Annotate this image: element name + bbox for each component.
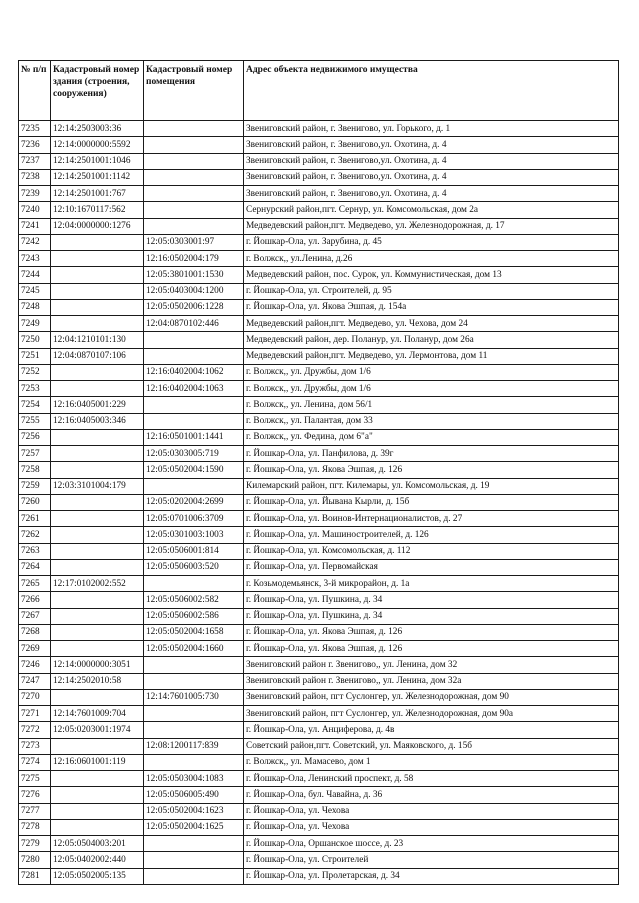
row-number: 7240 — [19, 202, 51, 218]
header-building-cadastral: Кадастровый номер здания (строения, сооружения) — [51, 61, 144, 121]
table-row — [19, 576, 619, 592]
table-row — [19, 494, 619, 510]
building-cadastral-number: 12:14:2501001:1142 — [51, 169, 144, 185]
row-number: 7255 — [19, 413, 51, 429]
table-row — [19, 381, 619, 397]
table-row — [19, 722, 619, 738]
building-cadastral-number: 12:14:0000000:3051 — [51, 657, 144, 673]
row-number: 7260 — [19, 494, 51, 510]
property-address: Медведевский район,пгт. Медведево, ул. Лермонтова, дом 11 — [244, 348, 619, 364]
premise-cadastral-number: 12:05:0403004:1200 — [144, 283, 244, 299]
table-row — [19, 153, 619, 169]
building-cadastral-number — [51, 429, 144, 445]
row-number: 7238 — [19, 169, 51, 185]
building-cadastral-number — [51, 316, 144, 332]
table-row — [19, 316, 619, 332]
building-cadastral-number: 12:03:3101004:179 — [51, 478, 144, 494]
building-cadastral-number — [51, 364, 144, 380]
table-row — [19, 511, 619, 527]
building-cadastral-number — [51, 299, 144, 315]
row-number: 7253 — [19, 381, 51, 397]
premise-cadastral-number: 12:16:0502004:179 — [144, 251, 244, 267]
property-address: г. Йошкар-Ола, ул. Строителей, д. 95 — [244, 283, 619, 299]
property-address: г. Йошкар-Ола, ул. Чехова — [244, 803, 619, 819]
property-address: г. Йошкар-Ола, ул. Йывана Кырли, д. 15б — [244, 494, 619, 510]
building-cadastral-number — [51, 689, 144, 705]
table-row — [19, 527, 619, 543]
table-row — [19, 608, 619, 624]
premise-cadastral-number — [144, 722, 244, 738]
premise-cadastral-number: 12:08:1200117:839 — [144, 738, 244, 754]
row-number: 7280 — [19, 852, 51, 868]
table-row — [19, 673, 619, 689]
row-number: 7247 — [19, 673, 51, 689]
premise-cadastral-number — [144, 332, 244, 348]
table-header — [19, 61, 619, 121]
premise-cadastral-number — [144, 673, 244, 689]
premise-cadastral-number — [144, 706, 244, 722]
table-row — [19, 202, 619, 218]
property-address: г. Волжск,, ул. Палантая, дом 33 — [244, 413, 619, 429]
table-row — [19, 706, 619, 722]
building-cadastral-number: 12:05:0502005:135 — [51, 868, 144, 884]
premise-cadastral-number: 12:05:0502004:1623 — [144, 803, 244, 819]
row-number: 7250 — [19, 332, 51, 348]
table-row — [19, 429, 619, 445]
table-body — [19, 121, 619, 885]
property-address: Килемарский район, пгт. Килемары, ул. Комсомольская, д. 19 — [244, 478, 619, 494]
row-number: 7236 — [19, 137, 51, 153]
row-number: 7248 — [19, 299, 51, 315]
building-cadastral-number — [51, 462, 144, 478]
table-row — [19, 462, 619, 478]
building-cadastral-number — [51, 608, 144, 624]
row-number: 7254 — [19, 397, 51, 413]
row-number: 7272 — [19, 722, 51, 738]
property-address: Медведевский район, пос. Сурок, ул. Коммунистическая, дом 13 — [244, 267, 619, 283]
row-number: 7263 — [19, 543, 51, 559]
property-address: г. Йошкар-Ола, ул. Якова Эшпая, д. 126 — [244, 462, 619, 478]
property-address: г. Йошкар-Ола, Ленинский проспект, д. 58 — [244, 771, 619, 787]
premise-cadastral-number — [144, 186, 244, 202]
table-row — [19, 754, 619, 770]
premise-cadastral-number: 12:05:0506003:520 — [144, 559, 244, 575]
property-address: г. Йошкар-Ола, ул. Комсомольская, д. 112 — [244, 543, 619, 559]
premise-cadastral-number — [144, 657, 244, 673]
building-cadastral-number: 12:14:2502010:58 — [51, 673, 144, 689]
row-number: 7271 — [19, 706, 51, 722]
building-cadastral-number — [51, 446, 144, 462]
premise-cadastral-number: 12:05:0502004:1660 — [144, 641, 244, 657]
row-number: 7259 — [19, 478, 51, 494]
building-cadastral-number — [51, 787, 144, 803]
premise-cadastral-number: 12:16:0402004:1062 — [144, 364, 244, 380]
row-number: 7245 — [19, 283, 51, 299]
building-cadastral-number — [51, 283, 144, 299]
row-number: 7249 — [19, 316, 51, 332]
table-row — [19, 218, 619, 234]
building-cadastral-number — [51, 511, 144, 527]
premise-cadastral-number: 12:16:0402004:1063 — [144, 381, 244, 397]
building-cadastral-number — [51, 494, 144, 510]
property-address: Звениговский район, г. Звенигово,ул. Охотина, д. 4 — [244, 137, 619, 153]
property-address: г. Йошкар-Ола, ул. Якова Эшпая, д. 126 — [244, 624, 619, 640]
table-row — [19, 836, 619, 852]
building-cadastral-number — [51, 592, 144, 608]
premise-cadastral-number: 12:05:0503004:1083 — [144, 771, 244, 787]
premise-cadastral-number: 12:05:0506005:490 — [144, 787, 244, 803]
property-address: г. Йошкар-Ола, ул. Якова Эшпая, д. 154а — [244, 299, 619, 315]
table-row — [19, 186, 619, 202]
row-number: 7235 — [19, 121, 51, 137]
building-cadastral-number: 12:05:0203001:1974 — [51, 722, 144, 738]
building-cadastral-number — [51, 234, 144, 250]
building-cadastral-number — [51, 738, 144, 754]
row-number: 7279 — [19, 836, 51, 852]
building-cadastral-number: 12:10:1670117:562 — [51, 202, 144, 218]
row-number: 7252 — [19, 364, 51, 380]
building-cadastral-number: 12:14:7601009:704 — [51, 706, 144, 722]
property-address: г. Йошкар-Ола, ул. Панфилова, д. 39г — [244, 446, 619, 462]
header-address: Адрес объекта недвижимого имущества — [244, 61, 619, 121]
row-number: 7258 — [19, 462, 51, 478]
property-address: г. Йошкар-Ола, ул. Воинов-Интернационалистов, д. 27 — [244, 511, 619, 527]
building-cadastral-number — [51, 267, 144, 283]
building-cadastral-number: 12:16:0405003:346 — [51, 413, 144, 429]
table-row — [19, 868, 619, 884]
table-row — [19, 169, 619, 185]
property-address: Звениговский район г. Звенигово,, ул. Ленина, дом 32 — [244, 657, 619, 673]
row-number: 7256 — [19, 429, 51, 445]
header-row — [19, 61, 619, 121]
property-address: г. Волжск,, ул. Дружбы, дом 1/6 — [244, 364, 619, 380]
premise-cadastral-number — [144, 868, 244, 884]
property-address: Медведевский район,пгт. Медведево, ул. Железнодорожная, д. 17 — [244, 218, 619, 234]
table-row — [19, 446, 619, 462]
premise-cadastral-number: 12:05:0506001:814 — [144, 543, 244, 559]
row-number: 7257 — [19, 446, 51, 462]
building-cadastral-number: 12:17:0102002:552 — [51, 576, 144, 592]
table-row — [19, 348, 619, 364]
row-number: 7277 — [19, 803, 51, 819]
row-number: 7251 — [19, 348, 51, 364]
premise-cadastral-number — [144, 852, 244, 868]
building-cadastral-number: 12:04:1210101:130 — [51, 332, 144, 348]
premise-cadastral-number — [144, 169, 244, 185]
property-address: Звениговский район, пгт Суслонгер, ул. Железнодорожная, дом 90 — [244, 689, 619, 705]
table-row — [19, 478, 619, 494]
property-address: г. Йошкар-Ола, ул. Якова Эшпая, д. 126 — [244, 641, 619, 657]
table-row — [19, 852, 619, 868]
row-number: 7265 — [19, 576, 51, 592]
row-number: 7276 — [19, 787, 51, 803]
property-address: г. Волжск,, ул.Ленина, д.26 — [244, 251, 619, 267]
row-number: 7269 — [19, 641, 51, 657]
building-cadastral-number — [51, 624, 144, 640]
table-row — [19, 819, 619, 835]
table-row — [19, 771, 619, 787]
building-cadastral-number: 12:14:2501001:767 — [51, 186, 144, 202]
property-address: Звениговский район, пгт Суслонгер, ул. Железнодорожная, дом 90а — [244, 706, 619, 722]
premise-cadastral-number: 12:05:0502004:1658 — [144, 624, 244, 640]
property-address: г. Йошкар-Ола, ул. Чехова — [244, 819, 619, 835]
premise-cadastral-number: 12:05:0202004:2699 — [144, 494, 244, 510]
premise-cadastral-number: 12:05:0502006:1228 — [144, 299, 244, 315]
table-row — [19, 299, 619, 315]
row-number: 7241 — [19, 218, 51, 234]
premise-cadastral-number: 12:05:3801001:1530 — [144, 267, 244, 283]
property-address: г. Волжск,, ул. Ленина, дом 56/1 — [244, 397, 619, 413]
table-row — [19, 121, 619, 137]
row-number: 7246 — [19, 657, 51, 673]
premise-cadastral-number — [144, 202, 244, 218]
premise-cadastral-number: 12:05:0502004:1625 — [144, 819, 244, 835]
premise-cadastral-number: 12:16:0501001:1441 — [144, 429, 244, 445]
premise-cadastral-number: 12:05:0303001:97 — [144, 234, 244, 250]
building-cadastral-number: 12:16:0405001:229 — [51, 397, 144, 413]
property-address: г. Козьмодемьянск, 3-й микрорайон, д. 1а — [244, 576, 619, 592]
property-registry-table — [18, 60, 619, 885]
property-address: г. Йошкар-Ола, Оршанское шоссе, д. 23 — [244, 836, 619, 852]
property-address: г. Йошкар-Ола, ул. Пушкина, д. 34 — [244, 608, 619, 624]
building-cadastral-number — [51, 251, 144, 267]
building-cadastral-number: 12:14:0000000:5592 — [51, 137, 144, 153]
premise-cadastral-number — [144, 397, 244, 413]
building-cadastral-number: 12:14:2501001:1046 — [51, 153, 144, 169]
table-row — [19, 397, 619, 413]
property-address: г. Волжск,, ул. Мамасево, дом 1 — [244, 754, 619, 770]
table-row — [19, 332, 619, 348]
table-row — [19, 787, 619, 803]
header-premise-cadastral: Кадастровый номер помещения — [144, 61, 244, 121]
property-address: г. Йошкар-Ола, ул. Первомайская — [244, 559, 619, 575]
premise-cadastral-number: 12:05:0303005:719 — [144, 446, 244, 462]
row-number: 7274 — [19, 754, 51, 770]
table-row — [19, 234, 619, 250]
premise-cadastral-number: 12:05:0502004:1590 — [144, 462, 244, 478]
table-row — [19, 641, 619, 657]
property-address: г. Йошкар-Ола, ул. Зарубина, д. 45 — [244, 234, 619, 250]
premise-cadastral-number: 12:14:7601005:730 — [144, 689, 244, 705]
property-address: Медведевский район, дер. Поланур, ул. Поланур, дом 26а — [244, 332, 619, 348]
property-address: г. Йошкар-Ола, ул. Строителей — [244, 852, 619, 868]
table-row — [19, 543, 619, 559]
row-number: 7273 — [19, 738, 51, 754]
premise-cadastral-number: 12:05:0701006:3709 — [144, 511, 244, 527]
table-row — [19, 657, 619, 673]
property-address: г. Йошкар-Ола, ул. Пролетарская, д. 34 — [244, 868, 619, 884]
row-number: 7266 — [19, 592, 51, 608]
row-number: 7237 — [19, 153, 51, 169]
property-address: г. Волжск,, ул. Федина, дом 6"а" — [244, 429, 619, 445]
table-row — [19, 803, 619, 819]
property-address: Звениговский район, г. Звенигово, ул. Горького, д. 1 — [244, 121, 619, 137]
row-number: 7264 — [19, 559, 51, 575]
table-row — [19, 689, 619, 705]
table-row — [19, 137, 619, 153]
table-row — [19, 364, 619, 380]
property-address: Звениговский район, г. Звенигово,ул. Охотина, д. 4 — [244, 153, 619, 169]
property-address: г. Йошкар-Ола, ул. Машиностроителей, д. 126 — [244, 527, 619, 543]
building-cadastral-number: 12:05:0504003:201 — [51, 836, 144, 852]
table-row — [19, 738, 619, 754]
row-number: 7261 — [19, 511, 51, 527]
property-address: Медведевский район,пгт. Медведево, ул. Чехова, дом 24 — [244, 316, 619, 332]
table-row — [19, 559, 619, 575]
building-cadastral-number — [51, 381, 144, 397]
row-number: 7278 — [19, 819, 51, 835]
building-cadastral-number: 12:16:0601001:119 — [51, 754, 144, 770]
premise-cadastral-number — [144, 754, 244, 770]
building-cadastral-number — [51, 803, 144, 819]
row-number: 7270 — [19, 689, 51, 705]
premise-cadastral-number: 12:05:0506002:582 — [144, 592, 244, 608]
building-cadastral-number — [51, 771, 144, 787]
row-number: 7275 — [19, 771, 51, 787]
row-number: 7268 — [19, 624, 51, 640]
premise-cadastral-number: 12:05:0301003:1003 — [144, 527, 244, 543]
premise-cadastral-number: 12:05:0506002:586 — [144, 608, 244, 624]
building-cadastral-number: 12:05:0402002:440 — [51, 852, 144, 868]
building-cadastral-number — [51, 819, 144, 835]
property-address: Сернурский район,пгт. Сернур, ул. Комсомольская, дом 2а — [244, 202, 619, 218]
table-row — [19, 624, 619, 640]
property-address: г. Йошкар-Ола, бул. Чавайна, д. 36 — [244, 787, 619, 803]
premise-cadastral-number — [144, 478, 244, 494]
premise-cadastral-number: 12:04:0870102:446 — [144, 316, 244, 332]
premise-cadastral-number — [144, 348, 244, 364]
building-cadastral-number — [51, 641, 144, 657]
premise-cadastral-number — [144, 137, 244, 153]
premise-cadastral-number — [144, 576, 244, 592]
property-address: Звениговский район г. Звенигово,, ул. Ленина, дом 32а — [244, 673, 619, 689]
table-row — [19, 267, 619, 283]
table-row — [19, 413, 619, 429]
property-address: Звениговский район, г. Звенигово,ул. Охотина, д. 4 — [244, 186, 619, 202]
property-address: г. Йошкар-Ола, ул. Анциферова, д. 4в — [244, 722, 619, 738]
building-cadastral-number: 12:14:2503003:36 — [51, 121, 144, 137]
table-row — [19, 251, 619, 267]
premise-cadastral-number — [144, 836, 244, 852]
row-number: 7267 — [19, 608, 51, 624]
row-number: 7242 — [19, 234, 51, 250]
premise-cadastral-number — [144, 121, 244, 137]
building-cadastral-number: 12:04:0000000:1276 — [51, 218, 144, 234]
property-address: Советский район,пгт. Советский, ул. Маяковского, д. 15б — [244, 738, 619, 754]
building-cadastral-number: 12:04:0870107:106 — [51, 348, 144, 364]
building-cadastral-number — [51, 559, 144, 575]
building-cadastral-number — [51, 527, 144, 543]
table-row — [19, 283, 619, 299]
property-address: г. Йошкар-Ола, ул. Пушкина, д. 34 — [244, 592, 619, 608]
row-number: 7239 — [19, 186, 51, 202]
building-cadastral-number — [51, 543, 144, 559]
table-row — [19, 592, 619, 608]
row-number: 7262 — [19, 527, 51, 543]
row-number: 7243 — [19, 251, 51, 267]
premise-cadastral-number — [144, 153, 244, 169]
premise-cadastral-number — [144, 218, 244, 234]
premise-cadastral-number — [144, 413, 244, 429]
header-num: № п/п — [19, 61, 51, 121]
row-number: 7244 — [19, 267, 51, 283]
property-address: г. Волжск,, ул. Дружбы, дом 1/6 — [244, 381, 619, 397]
property-address: Звениговский район, г. Звенигово,ул. Охотина, д. 4 — [244, 169, 619, 185]
row-number: 7281 — [19, 868, 51, 884]
